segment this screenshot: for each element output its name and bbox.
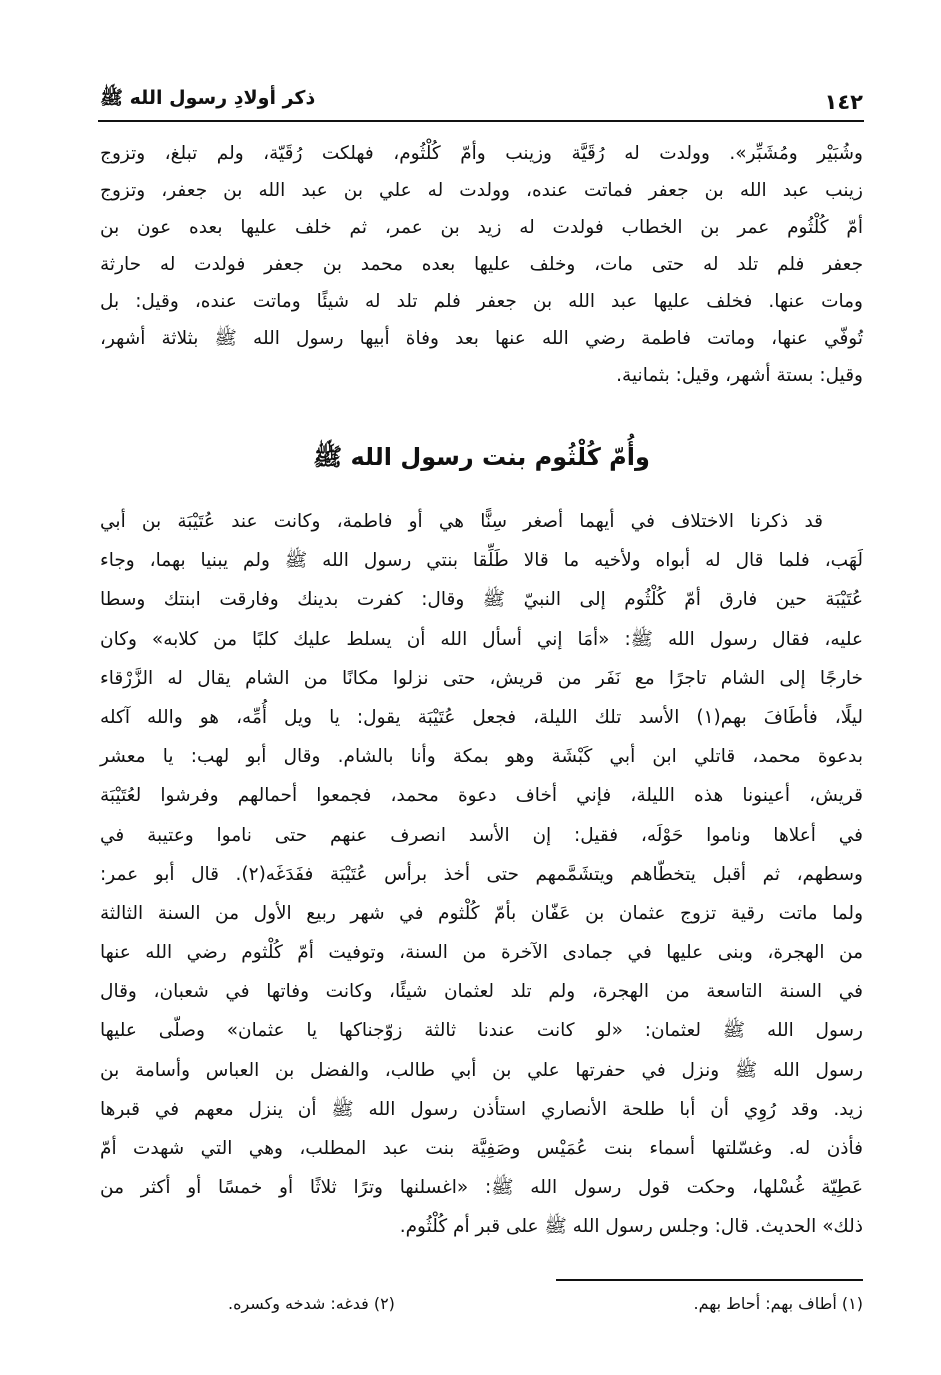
text-line: زيد. وقد رُوِي أن أبا طلحة الأنصاري استأذن رسول الله ﷺ أن ينزل معهم في قبرها (100, 1098, 863, 1120)
text-line: أمّ كُلْثُوم عمر بن الخطاب فولدت له زيد بن عمر، ثم خلف عليها بعده عون بن (100, 217, 863, 238)
text-line: في السنة التاسعة من الهجرة، ولم تلد لعثمان شيئًا، وكانت وفاتها في شعبان، وقال (100, 981, 863, 1003)
paragraph-2 (100, 502, 863, 1247)
text-line: رسول الله ﷺ لعثمان: «لو كانت عندنا ثالثة زوّجناكها يا عثمان» وصلّى عليها (100, 1020, 863, 1042)
text-line: وشُبَيْر ومُشَبِّر». وولدت له رُقَيَّة وزينب وأمّ كُلْثُوم، فهلكت رُقَيّة، ولم تبلغ، وتزوج (100, 143, 863, 164)
footnote-2: (٢) فدغه: شدخه وكسره. (228, 1294, 395, 1313)
text-line: ذلك» الحديث. قال: وجلس رسول الله ﷺ على قبر أم كُلْثُوم. (399, 1216, 863, 1238)
text-line: زينب عبد الله بن جعفر فماتت عنده، وولدت له علي بن عبد الله بن جعفر، وتزوج (100, 180, 863, 201)
footnote-rule (556, 1279, 863, 1281)
text-line: ولما ماتت رقية تزوج عثمان بن عَفّان بأمّ كُلْثوم في شهر ربيع الأول من السنة الثالثة (100, 902, 863, 924)
section-heading: وأُمّ كُلْثُوم بنت رسول الله ﷺ (313, 443, 650, 471)
text-line: خارجًا إلى الشام تاجرًا مع نَفَر من قريش، حتى نزلوا مكانًا من الشام يقال له الزَّرْقاء (100, 667, 863, 689)
text-line: قد ذكرنا الاختلاف في أيهما أصغر سِنًّا هي أو فاطمة، وكانت عند عُتَيْبَة بن أبي (100, 511, 823, 532)
text-line: تُوفّي عنها، وماتت فاطمة رضي الله عنها بعد وفاة أبيها رسول الله ﷺ بثلاثة أشهر، (100, 328, 863, 349)
paragraph-1 (100, 135, 863, 394)
running-header (100, 84, 863, 114)
header-rule (98, 120, 864, 122)
text-line: وقيل: بستة أشهر، وقيل: بثمانية. (616, 365, 863, 386)
text-line: في أعلاها وناموا حَوْلَه، فقيل: إن الأسد انصرف عنهم حتى ناموا وعتيبة في (100, 824, 863, 846)
text-line: عُتَيْبَة حين فارق أمّ كُلْثُوم إلى النبيّ ﷺ وقال: كفرت بدينك وفارقت ابنتك وسطا (100, 589, 863, 611)
text-line: من الهجرة، وبنى عليها في جمادى الآخرة من السنة، وتوفيت أمّ كُلْثوم رضي الله عنها (100, 942, 863, 964)
running-title: ذكر أولادِ رسول الله ﷺ (100, 87, 316, 109)
text-line: ليلًا، فأطَافَ بهم(١) الأسد تلك الليلة، فجعل عُتَيْبَة يقول: يا ويل أُمِّه، هو والله آكله (100, 706, 863, 728)
text-line: بدعوة محمد، قاتلي ابن أبي كَبْشَة وهو بمكة وأنا بالشام. وقال أبو لهب: يا معشر (100, 746, 863, 768)
text-line: لَهَب، فلما قال له أبواه ولأخيه ما قالا طَلِّقا بنتي رسول الله ﷺ ولم يبنيا بهما، وجاء (100, 550, 863, 572)
text-line: عَطِيّة غُسْلها، وحكت قول رسول الله ﷺ: «اغسلنها وترًا ثلاثًا أو خمسًا أو أكثر من (100, 1177, 863, 1199)
text-line: جعفر فلم تلد له حتى مات، وخلف عليها بعده محمد بن جعفر فولدت له حارثة (100, 254, 863, 275)
text-line: عليه، فقال رسول الله ﷺ: «أمَا إني أسأل الله أن يسلط عليك كلبًا من كلابه» وكان (100, 628, 863, 650)
page-number: ١٤٢ (824, 90, 863, 114)
text-line: وسطهم، ثم أقبل يتخطّاهم ويتشَمَّمهم حتى أخذ برأس عُتَيْبَة ففَدَغَه(٢). قال أبو عمر: (100, 863, 863, 885)
text-line: ومات عنها. فخلف عليها عبد الله بن جعفر فلم تلد له شيئًا وماتت عنده، وقيل: بل (100, 291, 863, 312)
footnote-1: (١) أطاف بهم: أحاط بهم. (693, 1294, 863, 1313)
text-line: قريش، أعينونا هذه الليلة، فإني أخاف دعوة محمد، فجمعوا أحمالهم وفرشوا لعُتَيْبَة (100, 785, 863, 807)
text-line: فأذن له. وغسّلتها أسماء بنت عُمَيْس وصَفِيَّة بنت عبد المطلب، وهي التي شهدت أمّ (100, 1138, 863, 1159)
text-line: رسول الله ﷺ ونزل في حفرتها علي بن أبي طالب، والفضل بن العباس وأسامة بن (100, 1059, 863, 1081)
